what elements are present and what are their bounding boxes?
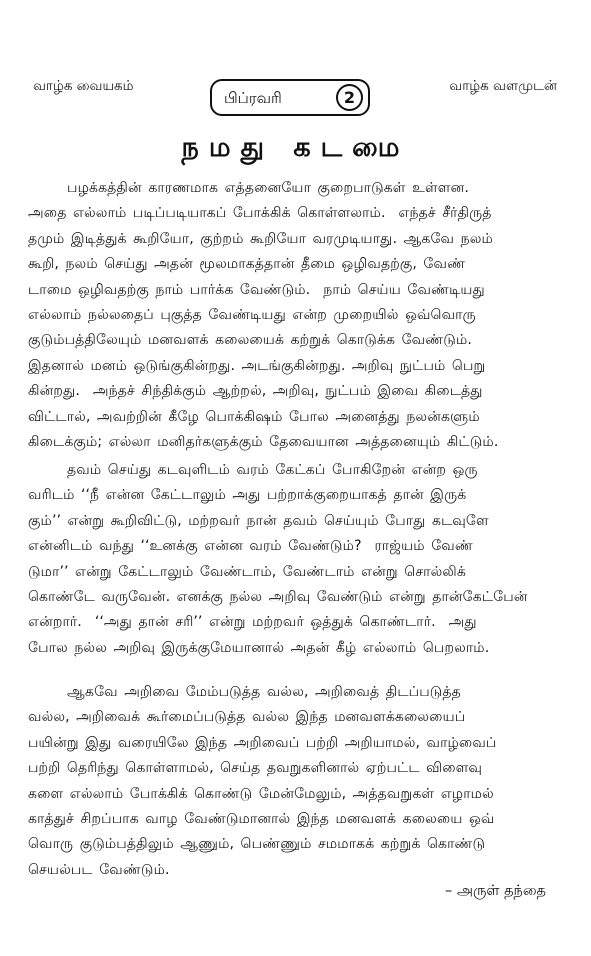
text-line: எல்லாம் நல்லதைப் புகுத்த வேண்டியது என்ற முறையில் ஒவ்வொரு — [28, 307, 476, 324]
author-signature: – அருள் தந்தை — [444, 883, 546, 899]
text-line: கிடைக்கும்; எல்லா மனிதர்களுக்கும் தேவையான அத்தனையும் கிட்டும். — [28, 434, 499, 451]
text-line: கொண்டே வருவேன். எனக்கு நல்ல அறிவு வேண்டும் என்று தான்கேட்பேன் — [28, 589, 528, 606]
text-line: கின்றது. அந்தச் சிந்திக்கும் ஆற்றல், அறிவு, நுட்பம் இவை கிடைத்து — [28, 383, 483, 400]
text-line: பழக்கத்தின் காரணமாக எத்தனையோ குறைபாடுகள் உள்ளன. — [28, 180, 469, 196]
text-line: விட்டால், அவற்றின் கீழே பொக்கிஷம் போல அனைத்து நலன்களும் — [28, 408, 480, 425]
header-left-text: வாழ்க வையகம் — [33, 78, 134, 94]
paragraph-1 — [28, 176, 564, 455]
text-line: வொரு குடும்பத்திலும் ஆணும், பெண்ணும் சமமாகக் கற்றுக் கொண்டு — [28, 836, 486, 853]
text-line: டாமை ஒழிவதற்கு நாம் பார்க்க வேண்டும். நாம் செய்ய வேண்டியது — [28, 281, 485, 298]
text-line: கூறி, நலம் செய்து அதன் மூலமாகத்தான் தீமை ஒழிவதற்கு, வேண் — [28, 256, 466, 273]
paragraph-2 — [28, 458, 564, 661]
header-right-text: வாழ்க வளமுடன் — [449, 78, 557, 94]
text-line: பயின்று இது வரையிலே இந்த அறிவைப் பற்றி அறியாமல், வாழ்வைப் — [28, 734, 497, 751]
text-line: களை எல்லாம் போக்கிக் கொண்டு மேன்மேலும், அத்தவறுகள் எழாமல் — [28, 785, 494, 802]
text-line: பற்றி தெரிந்து கொள்ளாமல், செய்த தவறுகளினால் ஏற்பட்ட விளைவு — [28, 760, 483, 777]
text-line: இதனால் மனம் ஒடுங்குகின்றது. அடங்குகின்றது. அறிவு நுட்பம் பெறு — [28, 357, 486, 374]
month-box — [210, 79, 370, 116]
text-line: வல்ல, அறிவைக் கூர்மைப்படுத்த வல்ல இந்த மனவளக்கலையைப் — [28, 709, 466, 726]
month-label: பிப்ரவரி — [224, 89, 282, 107]
text-line: காத்துச் சிறப்பாக வாழ வேண்டுமானால் இந்த மனவளக் கலையை ஒவ் — [28, 811, 495, 828]
paragraph-3 — [28, 680, 564, 883]
text-line: வரிடம் ‘‘நீ என்ன கேட்டாலும் அது பற்றாக்குறையாகத் தான் இருக் — [28, 487, 467, 504]
page-header — [0, 74, 591, 124]
text-line: என்னிடம் வந்து ‘‘உனக்கு என்ன வரம் வேண்டும்? ராஜ்யம் வேண் — [28, 538, 473, 555]
text-line: என்றார். ‘‘அது தான் சரி’’ என்று மற்றவர் ஒத்துக் கொண்டார். அது — [28, 614, 477, 631]
text-line: ஆகவே அறிவை மேம்படுத்த வல்ல, அறிவைத் திடப்படுத்த — [28, 684, 461, 700]
text-line: தவம் செய்து கடவுளிடம் வரம் கேட்கப் போகிறேன் என்ற ஒரு — [28, 462, 478, 478]
text-line: கும்’’ என்று கூறிவிட்டு, மற்றவர் நான் தவம் செய்யும் போது கடவுளே — [28, 512, 489, 529]
page-title: நமது கடமை — [181, 132, 410, 163]
text-line: செயல்பட வேண்டும். — [28, 861, 170, 878]
text-line: போல நல்ல அறிவு இருக்குமேயானால் அதன் கீழ் எல்லாம் பெறலாம். — [28, 639, 490, 656]
text-line: குடும்பத்திலேயும் மனவளக் கலையைக் கற்றுக் கொடுக்க வேண்டும். — [28, 332, 472, 349]
page-number-badge: 2 — [336, 84, 363, 111]
text-line: அதை எல்லாம் படிப்படியாகப் போக்கிக் கொள்ளலாம். எந்தச் சீர்திருத் — [28, 205, 492, 222]
text-line: டுமா’’ என்று கேட்டாலும் வேண்டாம், வேண்டாம் என்று சொல்லிக் — [28, 563, 466, 580]
text-line: தமும் இடித்துக் கூறியோ, குற்றம் கூறியோ வரமுடியாது. ஆகவே நலம் — [28, 230, 493, 247]
